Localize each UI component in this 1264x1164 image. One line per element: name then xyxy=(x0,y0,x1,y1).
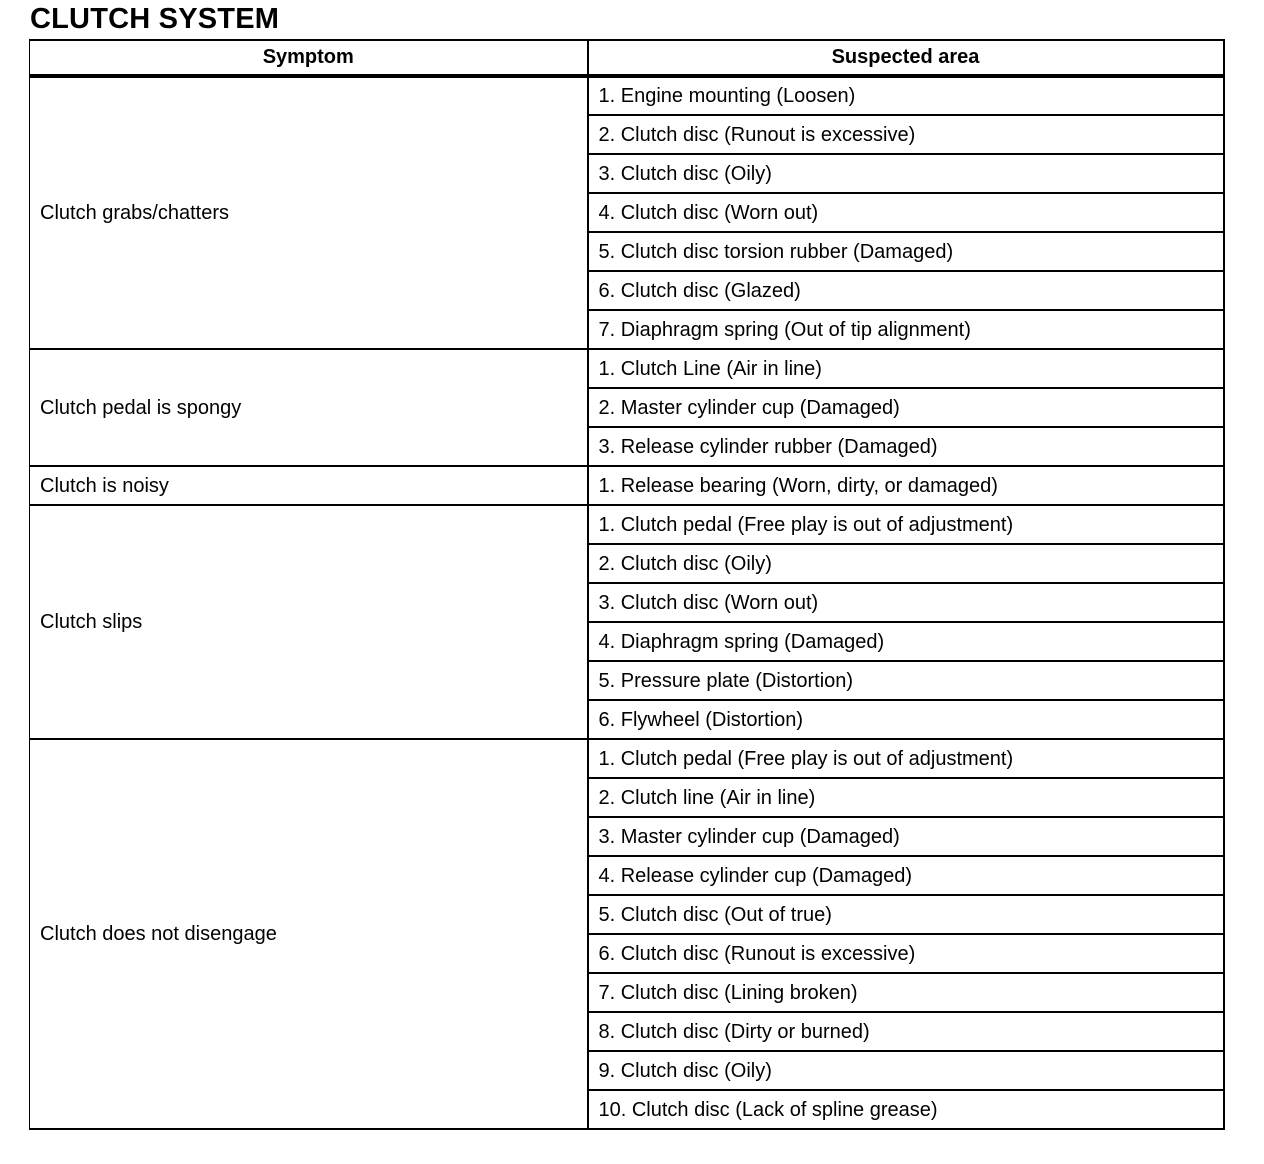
symptom-header: Symptom xyxy=(30,40,588,76)
suspected-area-cell: 6. Clutch disc (Glazed) xyxy=(588,271,1224,310)
suspected-area-header: Suspected area xyxy=(588,40,1224,76)
suspected-area-cell: 7. Clutch disc (Lining broken) xyxy=(588,973,1224,1012)
page-title: CLUTCH SYSTEM xyxy=(30,3,280,35)
suspected-area-cell: 7. Diaphragm spring (Out of tip alignment) xyxy=(588,310,1224,349)
suspected-area-cell: 3. Release cylinder rubber (Damaged) xyxy=(588,427,1224,466)
suspected-area-cell: 1. Clutch pedal (Free play is out of adjustment) xyxy=(588,505,1224,544)
suspected-area-cell: 2. Master cylinder cup (Damaged) xyxy=(588,388,1224,427)
suspected-area-cell: 9. Clutch disc (Oily) xyxy=(588,1051,1224,1090)
table-row xyxy=(30,349,1224,388)
header-row xyxy=(30,40,1224,76)
table-row xyxy=(30,739,1224,778)
suspected-area-cell: 10. Clutch disc (Lack of spline grease) xyxy=(588,1090,1224,1129)
table-body xyxy=(30,76,1224,1129)
suspected-area-cell: 1. Release bearing (Worn, dirty, or damaged) xyxy=(588,466,1224,505)
suspected-area-cell: 5. Pressure plate (Distortion) xyxy=(588,661,1224,700)
suspected-area-cell: 2. Clutch disc (Runout is excessive) xyxy=(588,115,1224,154)
symptom-cell: Clutch is noisy xyxy=(30,466,588,505)
suspected-area-cell: 8. Clutch disc (Dirty or burned) xyxy=(588,1012,1224,1051)
table-row xyxy=(30,505,1224,544)
suspected-area-cell: 3. Clutch disc (Oily) xyxy=(588,154,1224,193)
suspected-area-cell: 5. Clutch disc (Out of true) xyxy=(588,895,1224,934)
table-row xyxy=(30,466,1224,505)
suspected-area-cell: 4. Clutch disc (Worn out) xyxy=(588,193,1224,232)
suspected-area-cell: 1. Clutch pedal (Free play is out of adjustment) xyxy=(588,739,1224,778)
suspected-area-cell: 4. Release cylinder cup (Damaged) xyxy=(588,856,1224,895)
symptom-cell: Clutch grabs/chatters xyxy=(30,76,588,349)
suspected-area-cell: 4. Diaphragm spring (Damaged) xyxy=(588,622,1224,661)
suspected-area-cell: 6. Clutch disc (Runout is excessive) xyxy=(588,934,1224,973)
suspected-area-cell: 2. Clutch line (Air in line) xyxy=(588,778,1224,817)
suspected-area-cell: 2. Clutch disc (Oily) xyxy=(588,544,1224,583)
suspected-area-cell: 5. Clutch disc torsion rubber (Damaged) xyxy=(588,232,1224,271)
suspected-area-cell: 1. Engine mounting (Loosen) xyxy=(588,76,1224,115)
symptom-cell: Clutch pedal is spongy xyxy=(30,349,588,466)
suspected-area-cell: 6. Flywheel (Distortion) xyxy=(588,700,1224,739)
troubleshooting-table xyxy=(29,39,1225,1130)
table-row xyxy=(30,76,1224,115)
suspected-area-cell: 1. Clutch Line (Air in line) xyxy=(588,349,1224,388)
suspected-area-cell: 3. Master cylinder cup (Damaged) xyxy=(588,817,1224,856)
suspected-area-cell: 3. Clutch disc (Worn out) xyxy=(588,583,1224,622)
symptom-cell: Clutch does not disengage xyxy=(30,739,588,1129)
symptom-cell: Clutch slips xyxy=(30,505,588,739)
